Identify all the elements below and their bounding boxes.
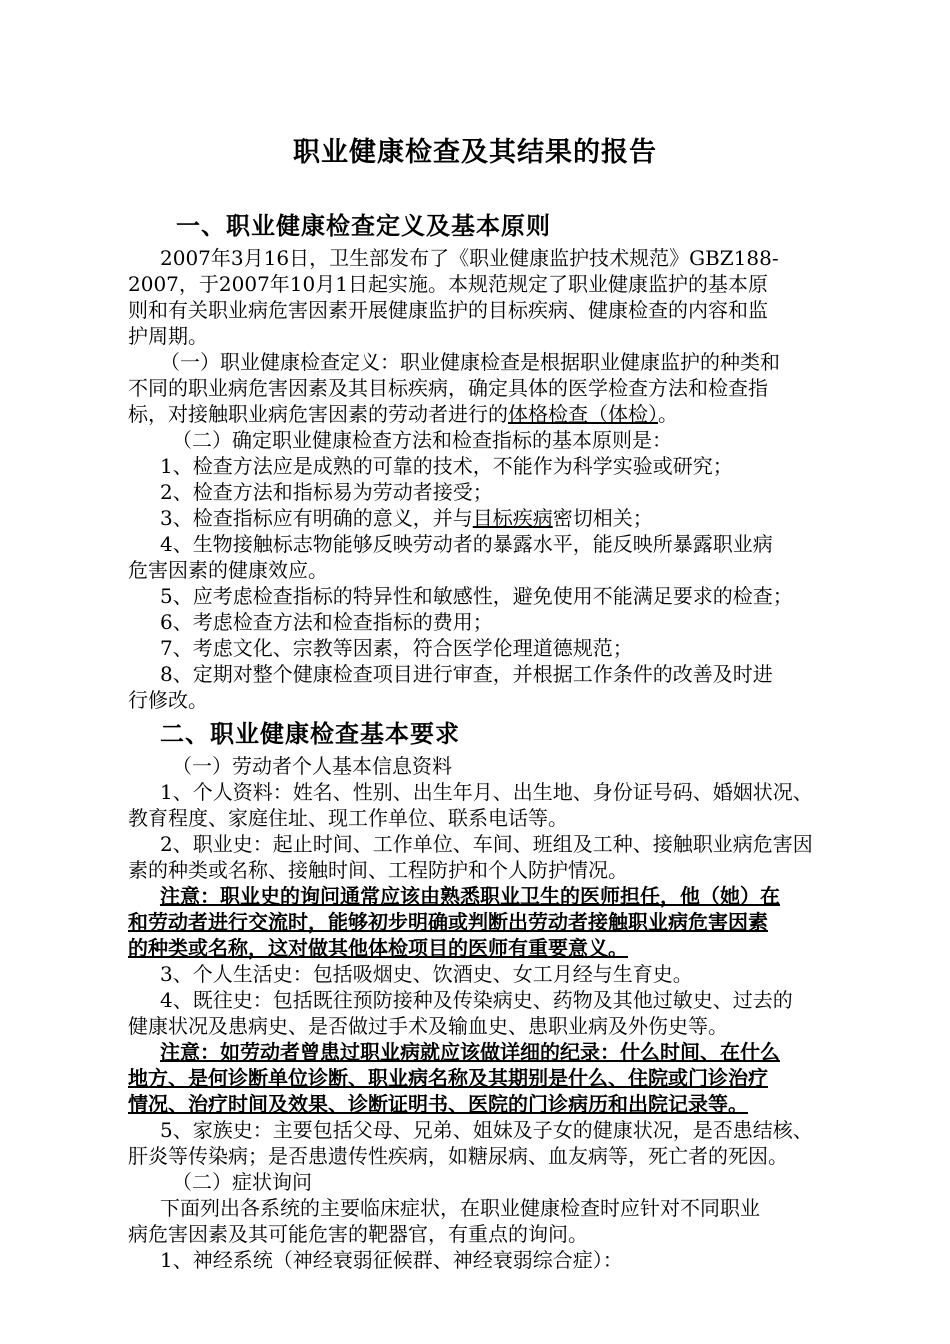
principle-item: 行修改。 bbox=[128, 688, 208, 712]
paragraph-line: 则和有关职业病危害因素开展健康监护的目标疾病、健康检查的内容和监 bbox=[128, 298, 768, 322]
paragraph-line: 2007年3月16日，卫生部发布了《职业健康监护技术规范》GBZ188- bbox=[160, 246, 779, 270]
target-disease-link[interactable]: 目标疾病 bbox=[472, 506, 553, 530]
paragraph-line: 教育程度、家庭住址、现工作单位、联系电话等。 bbox=[128, 806, 568, 830]
text-span: 标，对接触职业病危害因素的劳动者进行的 bbox=[128, 402, 508, 426]
principle-item: 1、检查方法应是成熟的可靠的技术，不能作为科学实验或研究； bbox=[160, 454, 733, 478]
paragraph-line: 不同的职业病危害因素及其目标疾病，确定具体的医学检查方法和检查指 bbox=[128, 376, 768, 400]
note-line: 的种类或名称，这对做其他体检项目的医师有重要意义。 bbox=[128, 936, 628, 960]
paragraph-line: 1、神经系统（神经衰弱征候群、神经衰弱综合症）： bbox=[160, 1248, 623, 1272]
paragraph-line: 3、个人生活史：包括吸烟史、饮酒史、女工月经与生育史。 bbox=[160, 962, 693, 986]
section-2-heading: 二、职业健康检查基本要求 bbox=[160, 720, 460, 748]
note-line: 情况、治疗时间及效果、诊断证明书、医院的门诊病历和出院记录等。 bbox=[128, 1092, 748, 1116]
note-line: 和劳动者进行交流时，能够初步明确或判断出劳动者接触职业病危害因素 bbox=[128, 910, 768, 934]
principle-item: 7、考虑文化、宗教等因素，符合医学伦理道德规范； bbox=[160, 636, 633, 660]
section-1-heading: 一、职业健康检查定义及基本原则 bbox=[176, 212, 551, 240]
paragraph-line: 肝炎等传染病；是否患遗传性疾病，如糖尿病、血友病等，死亡者的死因。 bbox=[128, 1144, 788, 1168]
text-span: 密切相关； bbox=[552, 506, 653, 530]
principle-item: 危害因素的健康效应。 bbox=[128, 558, 328, 582]
paragraph-line: 健康状况及患病史、是否做过手术及输血史、患职业病及外伤史等。 bbox=[128, 1014, 728, 1038]
principle-item: 5、应考虑检查指标的特异性和敏感性，避免使用不能满足要求的检查； bbox=[160, 584, 793, 608]
principles-heading: （二）确定职业健康检查方法和检查指标的基本原则是： bbox=[172, 428, 672, 452]
subsection-heading: （二）症状询问 bbox=[172, 1170, 312, 1194]
paragraph-line: 2、职业史：起止时间、工作单位、车间、班组及工种、接触职业病危害因 bbox=[160, 832, 813, 856]
principle-item: 6、考虑检查方法和检查指标的费用； bbox=[160, 610, 493, 634]
paragraph-line: 素的种类或名称、接触时间、工程防护和个人防护情况。 bbox=[128, 858, 628, 882]
principle-item: 8、定期对整个健康检查项目进行审查，并根据工作条件的改善及时进 bbox=[160, 662, 773, 686]
document-title: 职业健康检查及其结果的报告 bbox=[293, 137, 657, 168]
paragraph-line: （一）职业健康检查定义：职业健康检查是根据职业健康监护的种类和 bbox=[160, 350, 780, 374]
note-line: 地方、是何诊断单位诊断、职业病名称及其期别是什么、住院或门诊治疗 bbox=[128, 1066, 768, 1090]
principle-item bbox=[160, 505, 840, 531]
text-span: 3、检查指标应有明确的意义，并与 bbox=[160, 506, 473, 530]
paragraph-line: 1、个人资料：姓名、性别、出生年月、出生地、身份证号码、婚姻状况、 bbox=[160, 780, 813, 804]
text-span: 。 bbox=[658, 402, 678, 426]
principle-item: 2、检查方法和指标易为劳动者接受； bbox=[160, 480, 493, 504]
paragraph-line: 下面列出各系统的主要临床症状，在职业健康检查时应针对不同职业 bbox=[160, 1196, 760, 1220]
paragraph-line bbox=[128, 401, 838, 427]
paragraph-line: 5、家族史：主要包括父母、兄弟、姐妹及子女的健康状况，是否患结核、 bbox=[160, 1118, 813, 1142]
subsection-heading: （一）劳动者个人基本信息资料 bbox=[172, 754, 452, 778]
physical-exam-link[interactable]: 体格检查（体检） bbox=[508, 402, 658, 426]
paragraph-line: 2007，于2007年10月1日起实施。本规范规定了职业健康监护的基本原 bbox=[128, 272, 768, 296]
paragraph-line: 护周期。 bbox=[128, 324, 208, 348]
paragraph-line: 病危害因素及其可能危害的靶器官，有重点的询问。 bbox=[128, 1222, 588, 1246]
principle-item: 4、生物接触标志物能够反映劳动者的暴露水平，能反映所暴露职业病 bbox=[160, 532, 773, 556]
note-line: 注意：职业史的询问通常应该由熟悉职业卫生的医师担任，他（她）在 bbox=[160, 884, 780, 908]
note-line: 注意：如劳动者曾患过职业病就应该做详细的纪录：什么时间、在什么 bbox=[160, 1040, 780, 1064]
paragraph-line: 4、既往史：包括既往预防接种及传染病史、药物及其他过敏史、过去的 bbox=[160, 988, 793, 1012]
